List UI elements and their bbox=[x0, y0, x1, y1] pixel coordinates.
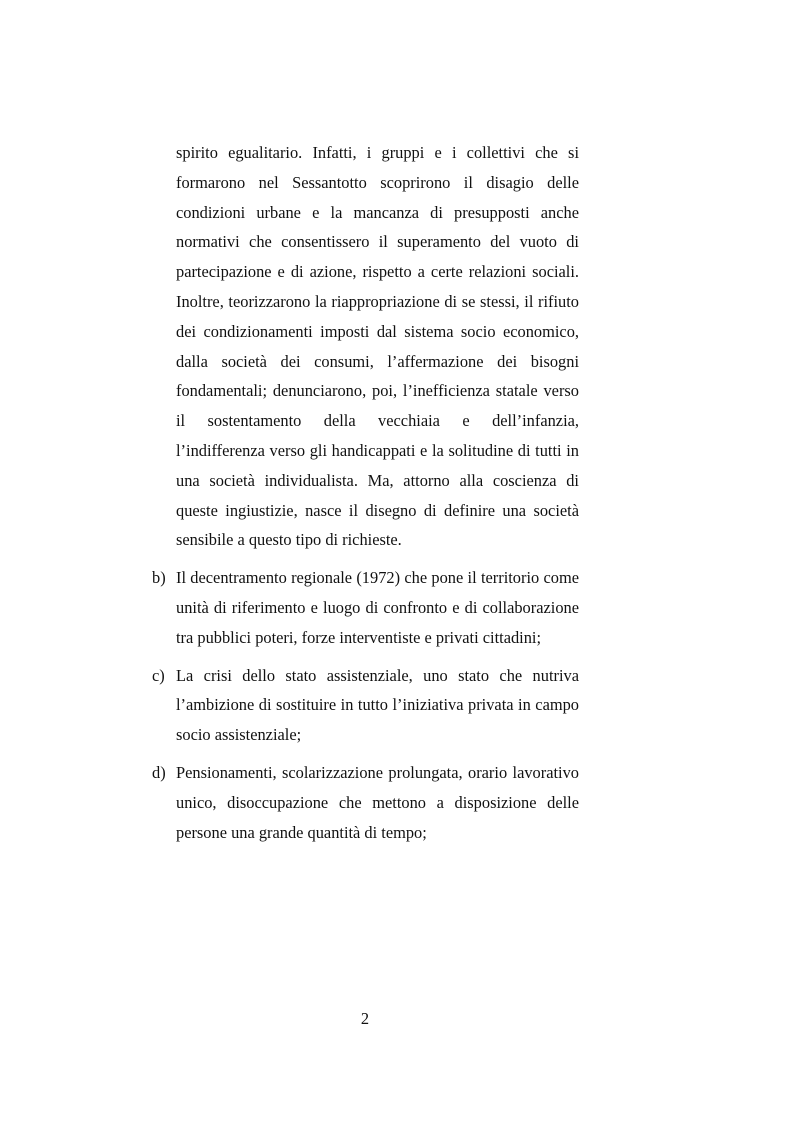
list-item-d bbox=[152, 758, 579, 847]
list-item-c bbox=[152, 661, 579, 750]
page-number: 2 bbox=[360, 1009, 370, 1028]
list-marker: b) bbox=[152, 568, 166, 588]
list-item-b bbox=[152, 563, 579, 652]
list-marker: c) bbox=[152, 665, 165, 685]
body-text bbox=[152, 138, 579, 847]
list-item-text: Pensionamenti, scolarizzazione prolungata, orario lavorativo unico, disoccupazione che mettono a disposizione delle persone una grande quantità di tempo; bbox=[176, 762, 579, 842]
continuation-paragraph: spirito egualitario. Infatti, i gruppi e i collettivi che si formarono nel Sessantotto scoprirono il disagio delle condizioni urbane e la mancanza di presupposti anche normativi che consentissero il superamento del vuoto di partecipazione e di azione, rispetto a certe relazioni sociali. Inoltre, teorizzarono la riappropriazione di se stessi, il rifiuto dei condizionamenti imposti dal sistema socio economico, dalla società dei consumi, l’affermazione dei bisogni fondamentali; denunciarono, poi, l’inefficienza statale verso il sostentamento della vecchiaia e dell’infanzia, l’indifferenza verso gli handicappati e la solitudine di tutti in una società individualista. Ma, attorno alla coscienza di queste ingiustizie, nasce il disegno di definire una società sensibile a questo tipo di richieste. bbox=[176, 143, 579, 550]
list-item-text: Il decentramento regionale (1972) che pone il territorio come unità di riferimento e luogo di confronto e di collaborazione tra pubblici poteri, forze interventiste e privati cittadini; bbox=[176, 568, 579, 647]
list-marker: d) bbox=[152, 762, 166, 782]
list-item-text: La crisi dello stato assistenziale, uno stato che nutriva l’ambizione di sostituire in tutto l’iniziativa privata in campo socio assistenziale; bbox=[176, 665, 579, 745]
